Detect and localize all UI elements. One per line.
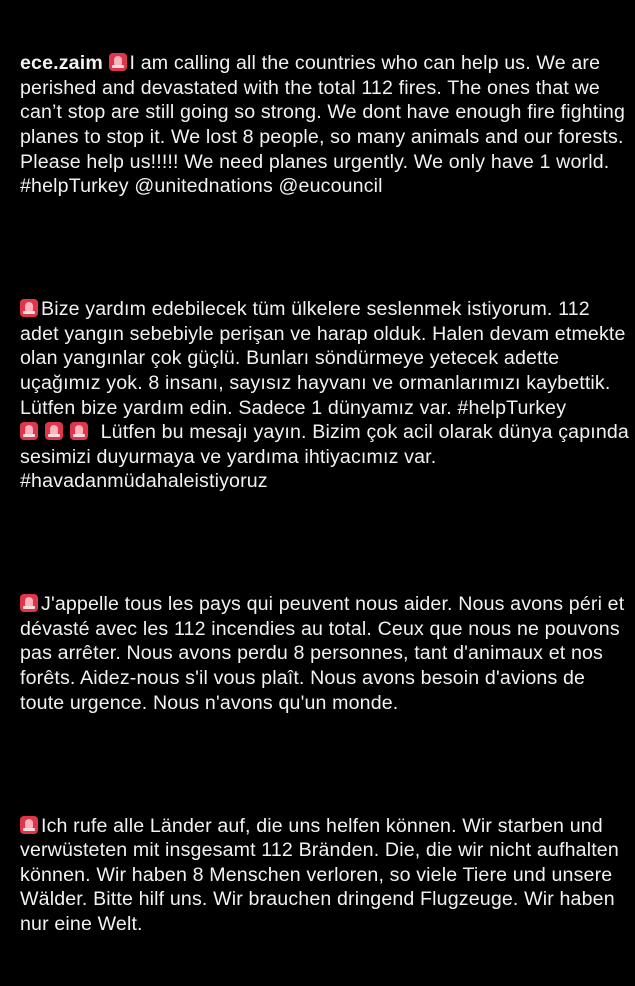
siren-icon	[45, 422, 63, 440]
username-link[interactable]: ece.zaim	[20, 52, 103, 75]
siren-icon	[109, 53, 127, 71]
siren-icon	[20, 594, 38, 612]
caption-turkish	[20, 297, 635, 494]
siren-icon	[70, 422, 88, 440]
caption-turkish-text: Bize yardım edebilecek tüm ülkelere seslenmek istiyorum. 112 adet yangın sebebiyle perişan ve harap olduk. Halen devam etmekte olan yangınlar çok güçlü. Bunları söndürmeye yetecek adette uçağımız yok. 8 insanı, sayısız hayvanı ve ormanlarımızı kaybettik. Lütfen bize yardım edin. Sadece 1 dünyamız var. #helpTurkey	[20, 298, 632, 419]
caption-german	[20, 814, 630, 937]
siren-icon	[20, 422, 38, 440]
caption-german-text: Ich rufe alle Länder auf, die uns helfen können. Wir starben und verwüsteten mit insgesamt 112 Bränden. Die, die wir nicht aufhalten können. Wir haben 8 Menschen verloren, so viele Tiere und unsere Wälder. Bitte hilf uns. Wir brauchen dringend Flugzeuge. Wir haben nur eine Welt.	[20, 814, 625, 935]
caption-french-text: J'appelle tous les pays qui peuvent nous aider. Nous avons péri et dévasté avec les 112 incendies au total. Ceux que nous ne pouvons pas arrêter. Nous avons perdu 8 personnes, tant d'animaux et nos forêts. Aidez-nous s'il vous plaît. Nous avons besoin d'avions de toute urgence. Nous n'avons qu'un monde.	[20, 593, 630, 714]
post-caption	[20, 2, 635, 986]
siren-icon	[20, 816, 38, 834]
siren-icon	[20, 299, 38, 317]
caption-turkish-text-2: Lütfen bu mesajı yayın. Bizim çok acil olarak dünya çapında sesimizi duyurmaya ve yardıma ihtiyacımız var. #havadanmüdahaleistiyoruz	[20, 421, 635, 493]
caption-english	[20, 51, 630, 199]
caption-french	[20, 592, 630, 715]
caption-english-text: I am calling all the countries who can help us. We are perished and devastated with the total 112 fires. The ones that we can’t stop are still going so strong. We dont have enough fire fighting planes to stop it. We lost 8 people, so many animals and our forests. Please help us!!!!! We need planes urgently. We only have 1 world. #helpTurkey @unitednations @eucouncil	[20, 52, 631, 198]
